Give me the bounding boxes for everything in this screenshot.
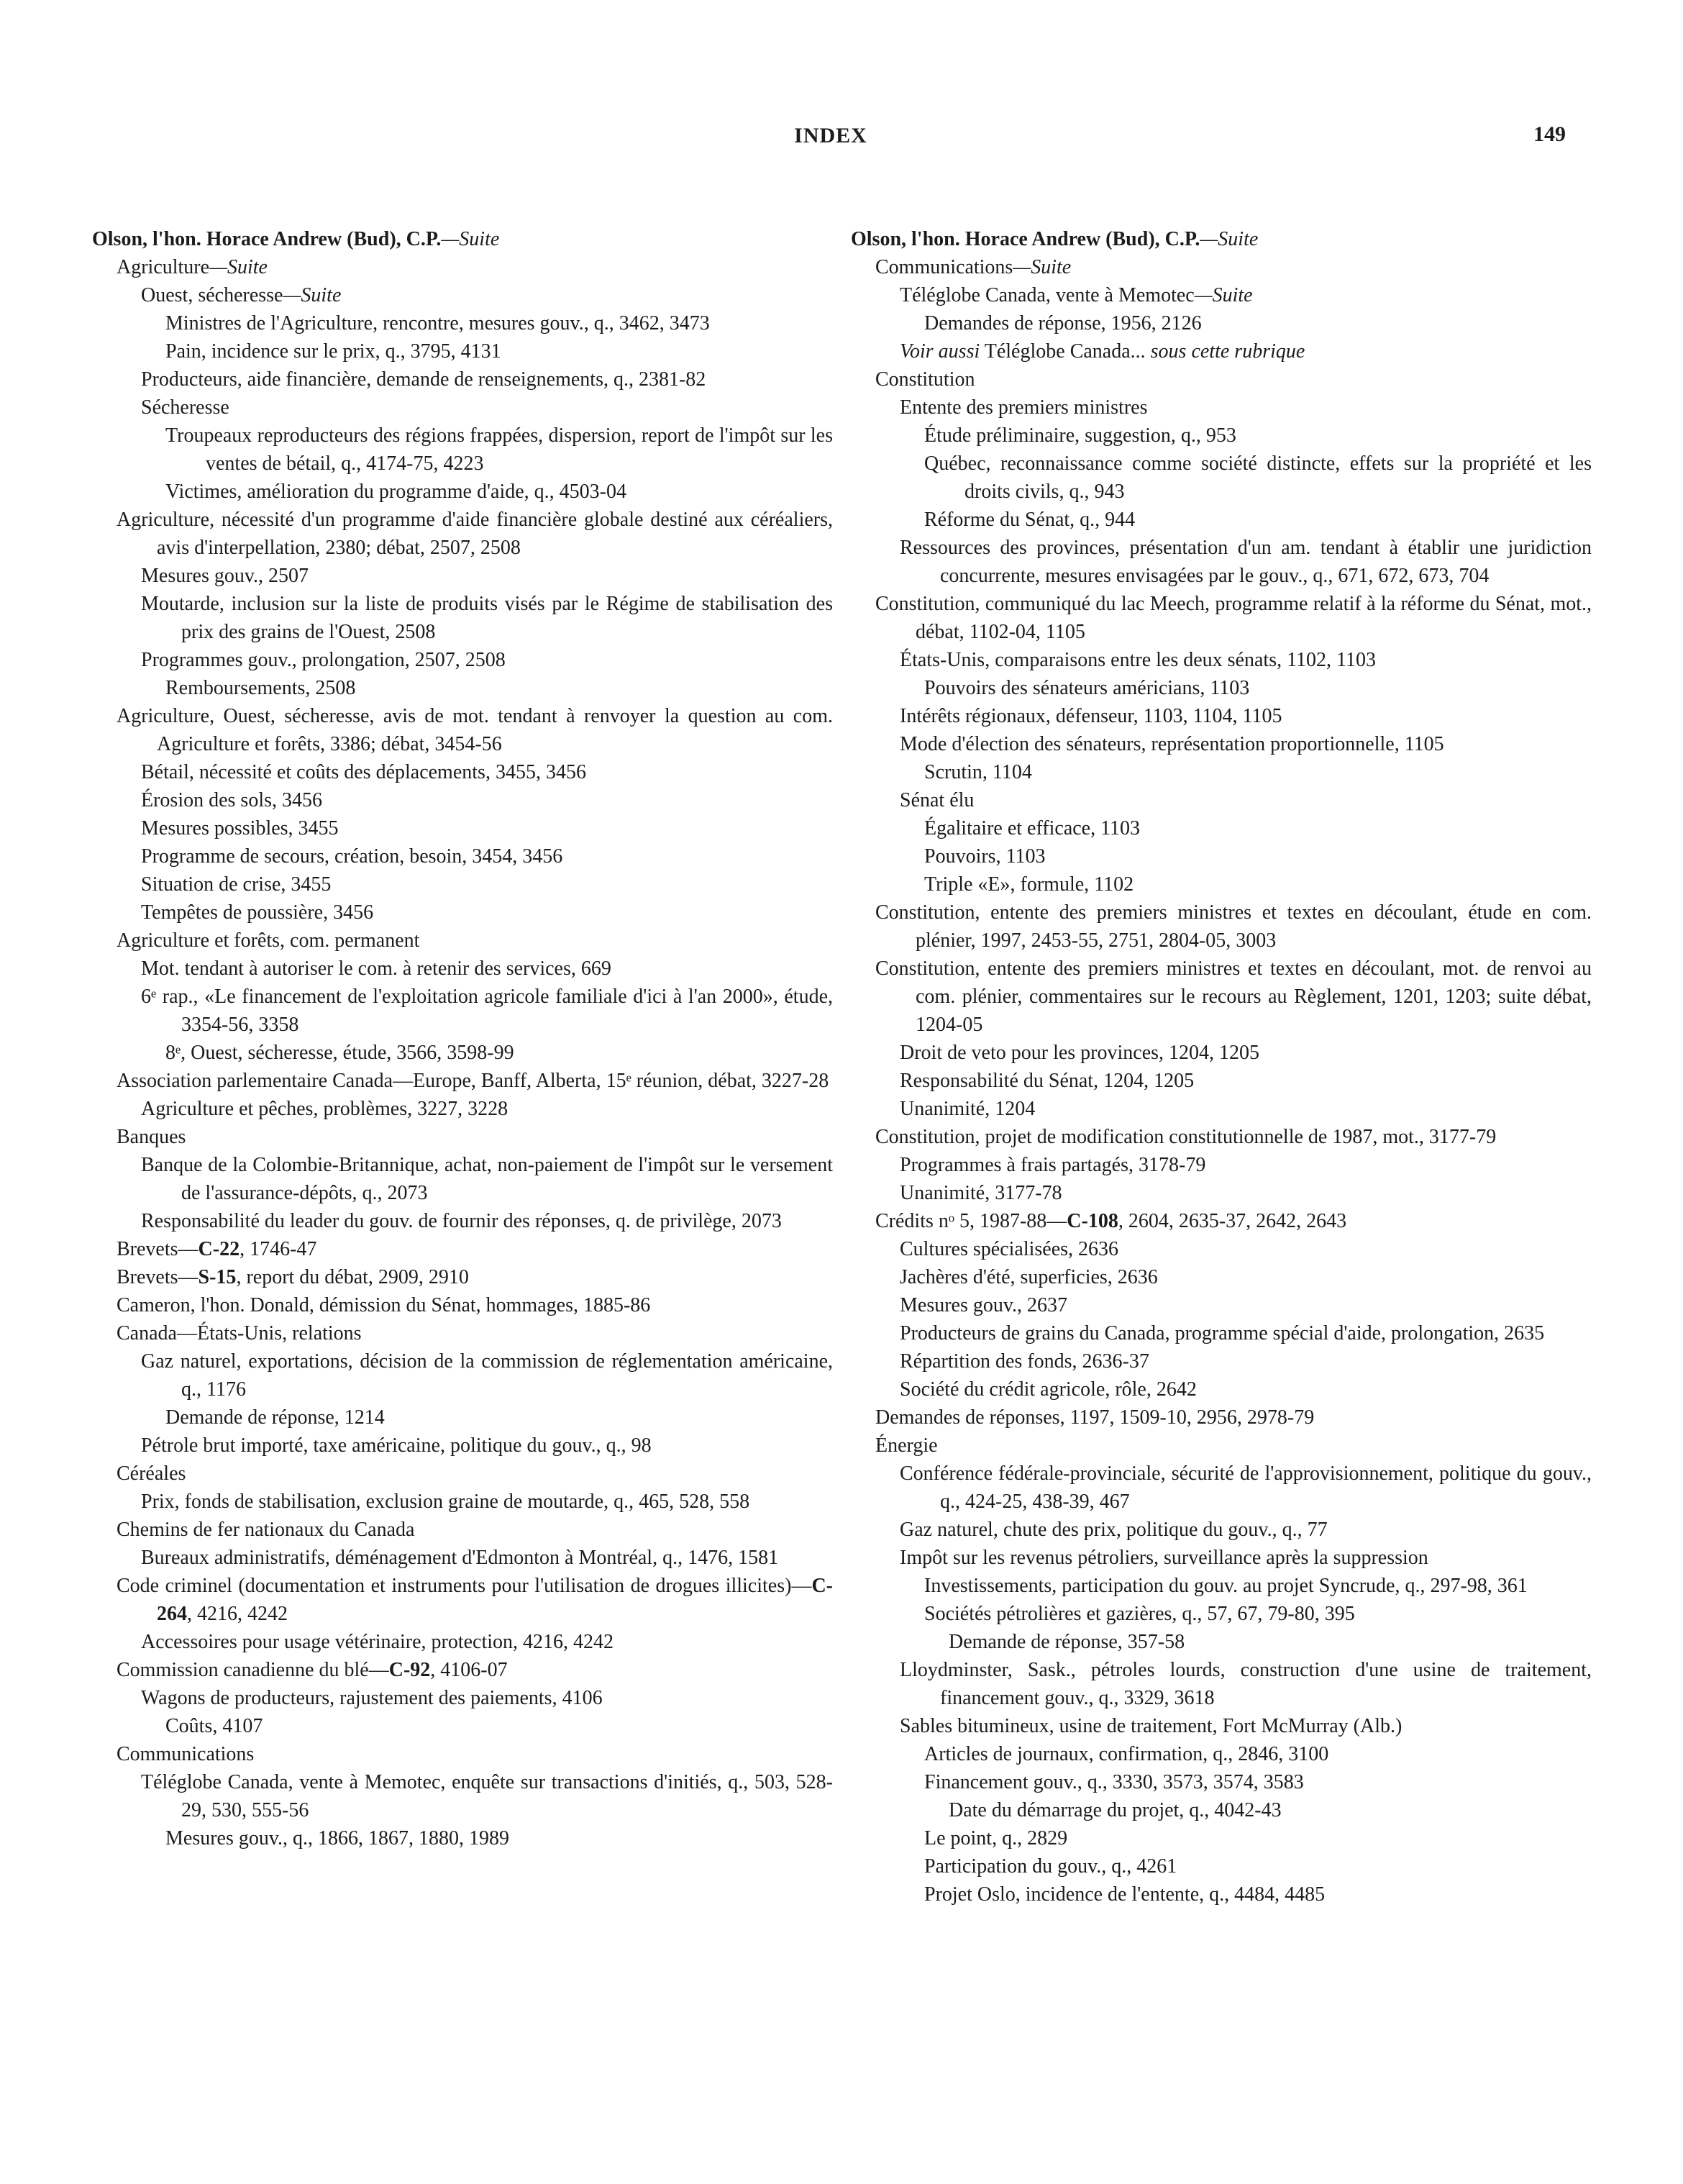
index-entry [92,646,833,674]
entry-text: Communications [875,256,1013,278]
index-entry [851,730,1592,758]
entry-text: Conférence fédérale-provinciale, sécurité de l'approvisionnement, politique du gouv., q., 424-25, 438-39, 467 [900,1462,1592,1513]
entry-text: Constitution [875,368,975,391]
entry-text: Communications [117,1743,255,1765]
index-entry [92,870,833,898]
entry-text: Sénat élu [900,789,975,811]
entry-text: Impôt sur les revenus pétroliers, surveillance après la suppression [900,1547,1428,1569]
index-entry [92,814,833,842]
index-entry [92,1347,833,1403]
entry-text: Répartition des fonds, 2636-37 [900,1350,1149,1373]
entry-text: Réforme du Sénat, q., 944 [924,509,1136,531]
index-entry [851,1291,1592,1319]
entry-text: Coûts, 4107 [165,1715,263,1737]
entry-text: Gaz naturel, exportations, décision de la commission de réglementation américaine, q., 1176 [141,1350,833,1401]
index-entry [92,1291,833,1319]
index-entry [92,393,833,422]
index-entry [92,955,833,983]
entry-pages: , 1746-47 [240,1238,317,1260]
entry-text: 6ᵉ rap., «Le financement de l'exploitation agricole familiale d'ici à l'an 2000», étude, 3354-56, 3358 [141,986,833,1036]
entry-text: Responsabilité du Sénat, 1204, 1205 [900,1070,1195,1092]
index-entry [92,1123,833,1151]
entry-text: Jachères d'été, superficies, 2636 [900,1266,1158,1288]
index-entry [851,1572,1592,1600]
entry-text: Participation du gouv., q., 4261 [924,1855,1177,1878]
index-column-right [851,225,1592,1908]
index-entry [851,450,1592,506]
index-entry [851,1432,1592,1460]
entry-text: Brevets— [117,1266,199,1288]
index-entry [851,1151,1592,1179]
index-entry [851,590,1592,646]
entry-text: Ouest, sécheresse [141,284,283,306]
index-entry [851,281,1592,309]
entry-text: Bureaux administratifs, déménagement d'Edmonton à Montréal, q., 1476, 1581 [141,1547,779,1569]
entry-text: Articles de journaux, confirmation, q., 2846, 3100 [924,1743,1329,1765]
index-entry [851,253,1592,281]
index-entry [851,1712,1592,1740]
index-entry [851,674,1592,702]
entry-text: Canada—États-Unis, relations [117,1322,362,1344]
index-entry [851,1263,1592,1291]
entry-text: Tempêtes de poussière, 3456 [141,901,374,924]
index-entry [92,983,833,1039]
index-entry [851,1123,1592,1151]
entry-text: Agriculture et forêts, com. permanent [117,929,420,952]
index-entry [92,309,833,337]
index-column-left [92,225,833,1852]
index-entry [92,1432,833,1460]
index-entry [851,1319,1592,1347]
index-entry [851,1824,1592,1852]
index-entry [851,758,1592,786]
entry-text: Sables bitumineux, usine de traitement, Fort McMurray (Alb.) [900,1715,1402,1737]
continued-label: —Suite [441,228,500,250]
entry-text: Scrutin, 1104 [924,761,1032,783]
entry-text: Wagons de producteurs, rajustement des paiements, 4106 [141,1687,603,1709]
index-entry [92,253,833,281]
running-title: INDEX [794,124,867,147]
index-entry [92,1628,833,1656]
entry-text: Égalitaire et efficace, 1103 [924,817,1141,840]
index-entry [92,1460,833,1488]
entry-text: Sécheresse [141,396,229,419]
entry-text: Ressources des provinces, présentation d'un am. tendant à établir une juridiction concurrente, mesures envisagées par le gouv., q., 671, 672, 673, 704 [900,537,1592,587]
entry-text: Entente des premiers ministres [900,396,1148,419]
entry-text: Investissements, participation du gouv. au projet Syncrude, q., 297-98, 361 [924,1575,1528,1597]
index-entry [92,674,833,702]
index-entry [92,1488,833,1516]
index-entry [851,1796,1592,1824]
entry-text: Mesures possibles, 3455 [141,817,339,840]
index-entry [92,1712,833,1740]
entry-text: Agriculture [117,256,210,278]
entry-text: Agriculture, Ouest, sécheresse, avis de mot. tendant à renvoyer la question au com. Agriculture et forêts, 3386; débat, 3454-56 [117,705,833,755]
index-entry [851,309,1592,337]
entry-text: Commission canadienne du blé— [117,1659,389,1681]
entry-text: Mesures gouv., 2637 [900,1294,1068,1316]
entry-text: Pétrole brut importé, taxe américaine, politique du gouv., q., 98 [141,1434,652,1457]
entry-text: Troupeaux reproducteurs des régions frappées, dispersion, report de l'impôt sur les ventes de bétail, q., 4174-75, 4223 [165,424,833,475]
index-entry [92,506,833,562]
entry-text: Accessoires pour usage vétérinaire, protection, 4216, 4242 [141,1631,614,1653]
index-entry [92,337,833,365]
entry-text: Prix, fonds de stabilisation, exclusion graine de moutarde, q., 465, 528, 558 [141,1491,750,1513]
entry-text: Téléglobe Canada, vente à Memotec, enquête sur transactions d'initiés, q., 503, 528-29, 530, 555-56 [141,1771,833,1821]
entry-text: Constitution, communiqué du lac Meech, programme relatif à la réforme du Sénat, mot., débat, 1102-04, 1105 [875,593,1592,643]
index-entry [92,1319,833,1347]
index-entry [851,870,1592,898]
bill-number: C-22 [198,1238,240,1260]
entry-text: Programme de secours, création, besoin, 3454, 3456 [141,845,563,868]
index-entry [92,1516,833,1544]
index-entry [851,422,1592,450]
entry-text: Moutarde, inclusion sur la liste de produits visés par le Régime de stabilisation des prix des grains de l'Ouest, 2508 [141,593,833,643]
entry-text: Producteurs, aide financière, demande de renseignements, q., 2381-82 [141,368,706,391]
entry-text: Situation de crise, 3455 [141,873,332,896]
entry-text: Date du démarrage du projet, q., 4042-43 [949,1799,1282,1821]
index-entry [851,1235,1592,1263]
index-entry [851,955,1592,1039]
entry-text: Société du crédit agricole, rôle, 2642 [900,1378,1197,1401]
index-entry [851,337,1592,365]
entry-text: Olson, l'hon. Horace Andrew (Bud), C.P. [92,228,442,250]
index-entry [851,1768,1592,1796]
see-also-label: Voir aussi [900,340,980,363]
entry-pages: , 2604, 2635-37, 2642, 2643 [1118,1210,1347,1232]
entry-text: Mesures gouv., q., 1866, 1867, 1880, 1989 [165,1827,510,1849]
index-entry [851,1375,1592,1403]
entry-text: Constitution, entente des premiers ministres et textes en découlant, mot. de renvoi au com. plénier, commentaires sur le recours au Règlement, 1201, 1203; suite débat, 1204-05 [875,957,1592,1036]
index-entry [851,842,1592,870]
index-entry [92,1403,833,1432]
index-entry [92,1235,833,1263]
entry-text: Gaz naturel, chute des prix, politique du gouv., q., 77 [900,1519,1328,1541]
index-entry [851,814,1592,842]
index-entry [851,1403,1592,1432]
see-also-tail: sous cette rubrique [1150,340,1305,363]
entry-text: Projet Oslo, incidence de l'entente, q., 4484, 4485 [924,1883,1326,1906]
index-entry [92,1151,833,1207]
entry-text: Sociétés pétrolières et gazières, q., 57, 67, 79-80, 395 [924,1603,1355,1625]
entry-pages: , report du débat, 2909, 2910 [236,1266,469,1288]
entry-text: Programmes à frais partagés, 3178-79 [900,1154,1206,1176]
entry-text: Demande de réponse, 357-58 [949,1631,1185,1653]
page-header [0,124,1683,160]
entry-pages: , 4216, 4242 [187,1603,288,1625]
entry-text: Mesures gouv., 2507 [141,565,309,587]
entry-text: Cultures spécialisées, 2636 [900,1238,1119,1260]
entry-text: Unanimité, 1204 [900,1098,1036,1120]
entry-text: Téléglobe Canada... [980,340,1151,363]
entry-text: Érosion des sols, 3456 [141,789,322,811]
page-number: 149 [1533,122,1566,146]
entry-text: Intérêts régionaux, défenseur, 1103, 1104, 1105 [900,705,1282,727]
continued-label: —Suite [1200,228,1259,250]
entry-text: Constitution, entente des premiers ministres et textes en découlant, étude en com. plénier, 1997, 2453-55, 2751, 2804-05, 3003 [875,901,1592,952]
index-entry [851,1656,1592,1712]
continued-label: —Suite [209,256,268,278]
index-entry [92,1039,833,1067]
entry-text: Québec, reconnaissance comme société distincte, effets sur la propriété et les droits civils, q., 943 [924,452,1592,503]
index-entry [92,422,833,478]
entry-text: Demandes de réponse, 1956, 2126 [924,312,1202,335]
entry-text: Pouvoirs, 1103 [924,845,1046,868]
bill-number: S-15 [198,1266,237,1288]
entry-text: Lloydminster, Sask., pétroles lourds, construction d'une usine de traitement, financement gouv., q., 3329, 3618 [900,1659,1592,1709]
index-entry [92,927,833,955]
index-entry [92,1544,833,1572]
index-entry [851,1880,1592,1908]
index-entry [851,1347,1592,1375]
entry-text: Association parlementaire Canada—Europe, Banff, Alberta, 15ᵉ réunion, débat, 3227-28 [117,1070,829,1092]
entry-text: Programmes gouv., prolongation, 2507, 2508 [141,649,506,671]
bill-number: C-264 [157,1575,833,1625]
index-entry [92,758,833,786]
entry-pages: , 4106-07 [430,1659,508,1681]
entry-text: Demande de réponse, 1214 [165,1406,385,1429]
entry-text: Triple «E», formule, 1102 [924,873,1134,896]
entry-text: Étude préliminaire, suggestion, q., 953 [924,424,1236,447]
entry-text: Céréales [117,1462,186,1485]
index-entry [92,1684,833,1712]
entry-text: Producteurs de grains du Canada, programme spécial d'aide, prolongation, 2635 [900,1322,1545,1344]
index-entry [851,534,1592,590]
entry-text: Demandes de réponses, 1197, 1509-10, 2956, 2978-79 [875,1406,1315,1429]
index-entry [92,1740,833,1768]
index-heading [92,225,833,253]
continued-label: —Suite [283,284,342,306]
bill-number: C-92 [388,1659,431,1681]
index-entry [92,1572,833,1628]
index-entry [92,590,833,646]
index-entry [92,786,833,814]
index-entry [851,1516,1592,1544]
index-entry [851,1460,1592,1516]
index-entry [92,562,833,590]
index-heading [851,225,1592,253]
index-entry [851,1740,1592,1768]
entry-text: Bétail, nécessité et coûts des déplacements, 3455, 3456 [141,761,586,783]
index-entry [851,1544,1592,1572]
bill-number: C-108 [1067,1210,1118,1232]
index-entry [92,1768,833,1824]
entry-text: Constitution, projet de modification constitutionnelle de 1987, mot., 3177-79 [875,1126,1497,1148]
entry-text: Le point, q., 2829 [924,1827,1068,1849]
entry-text: Pain, incidence sur le prix, q., 3795, 4131 [165,340,501,363]
index-entry [851,506,1592,534]
entry-text: 8ᵉ, Ouest, sécheresse, étude, 3566, 3598-99 [165,1042,514,1064]
entry-text: Cameron, l'hon. Donald, démission du Sénat, hommages, 1885-86 [117,1294,651,1316]
index-entry [851,786,1592,814]
entry-text: Responsabilité du leader du gouv. de fournir des réponses, q. de privilège, 2073 [141,1210,782,1232]
entry-text: Victimes, amélioration du programme d'aide, q., 4503-04 [165,481,626,503]
entry-text: Crédits nᵒ 5, 1987-88— [875,1210,1067,1232]
index-entry [92,1824,833,1852]
entry-text: Brevets— [117,1238,199,1260]
index-entry [851,1179,1592,1207]
index-entry [851,365,1592,393]
index-entry [92,1656,833,1684]
entry-text: États-Unis, comparaisons entre les deux sénats, 1102, 1103 [900,649,1377,671]
entry-text: Énergie [875,1434,938,1457]
entry-text: Olson, l'hon. Horace Andrew (Bud), C.P. [851,228,1200,250]
entry-text: Mode d'élection des sénateurs, représentation proportionnelle, 1105 [900,733,1444,755]
index-entry [92,478,833,506]
index-entry [851,1039,1592,1067]
index-entry [92,365,833,393]
entry-text: Droit de veto pour les provinces, 1204, 1205 [900,1042,1260,1064]
entry-text: Unanimité, 3177-78 [900,1182,1062,1204]
entry-text: Banques [117,1126,186,1148]
entry-text: Chemins de fer nationaux du Canada [117,1519,415,1541]
index-entry [92,281,833,309]
index-entry [851,393,1592,422]
index-entry [851,1067,1592,1095]
entry-text: Ministres de l'Agriculture, rencontre, mesures gouv., q., 3462, 3473 [165,312,710,335]
entry-text: Pouvoirs des sénateurs américians, 1103 [924,677,1250,699]
index-entry [851,1207,1592,1235]
index-entry [92,702,833,758]
index-entry [851,702,1592,730]
entry-text: Remboursements, 2508 [165,677,356,699]
entry-text: Agriculture, nécessité d'un programme d'aide financière globale destiné aux céréaliers, avis d'interpellation, 2380; débat, 2507, 2508 [117,509,833,559]
entry-text: Financement gouv., q., 3330, 3573, 3574, 3583 [924,1771,1304,1793]
index-entry [92,1067,833,1095]
entry-text: Mot. tendant à autoriser le com. à retenir des services, 669 [141,957,611,980]
index-entry [851,1095,1592,1123]
index-entry [92,1095,833,1123]
index-entry [851,1600,1592,1628]
index-entry [92,898,833,927]
entry-text: Téléglobe Canada, vente à Memotec [900,284,1195,306]
index-entry [851,1852,1592,1880]
index-entry [851,646,1592,674]
entry-text: Code criminel (documentation et instruments pour l'utilisation de drogues illicites)— [117,1575,812,1597]
index-entry [851,1628,1592,1656]
index-entry [92,842,833,870]
index-entry [92,1263,833,1291]
index-entry [851,898,1592,955]
continued-label: —Suite [1194,284,1253,306]
continued-label: —Suite [1013,256,1072,278]
entry-text: Banque de la Colombie-Britannique, achat, non-paiement de l'impôt sur le versement de l'assurance-dépôts, q., 2073 [141,1154,833,1204]
entry-text: Agriculture et pêches, problèmes, 3227, 3228 [141,1098,508,1120]
index-entry [92,1207,833,1235]
